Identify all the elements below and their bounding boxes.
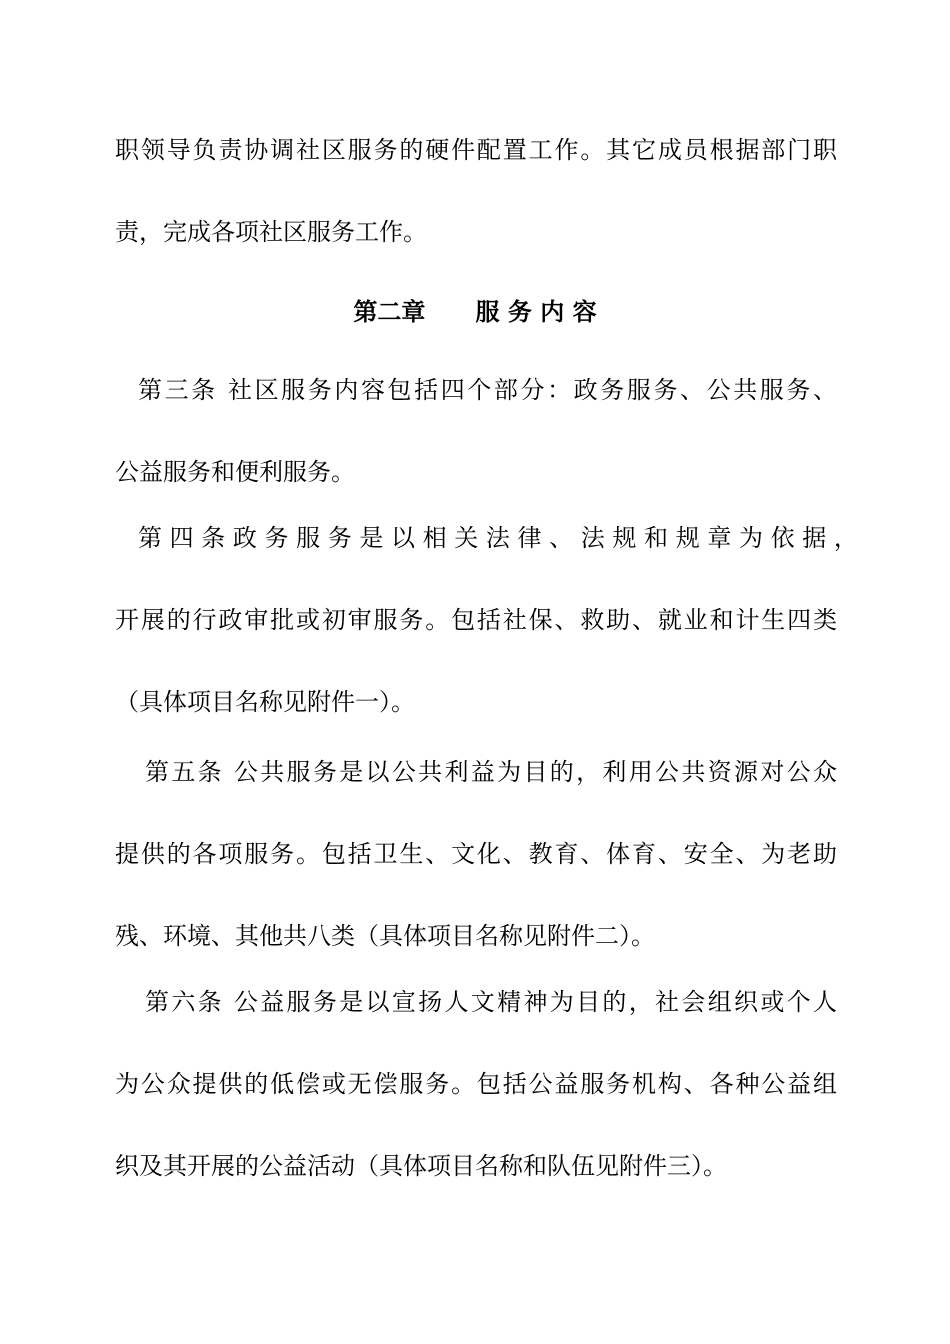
chapter-heading: 第二章 服 务 内 容: [353, 298, 597, 326]
article-4-line: 第 四 条 政 务 服 务 是 以 相 关 法 律 、 法 规 和 规 章 为 依 据 ，: [138, 524, 858, 552]
paragraph-line: 提供的各项服务。包括卫生、文化、教育、体育、安全、为老助: [115, 840, 837, 868]
article-6-line: 第六条 公益服务是以宣扬人文精神为目的，社会组织或个人: [145, 988, 837, 1016]
paragraph-line: 织及其开展的公益活动（具体项目名称和队伍见附件三）。: [115, 1152, 727, 1180]
paragraph-line: 开展的行政审批或初审服务。包括社保、救助、就业和计生四类: [115, 606, 837, 634]
paragraph-line: 公益服务和便利服务。: [115, 458, 355, 486]
article-3-line: 第三条 社区服务内容包括四个部分：政务服务、公共服务、: [138, 376, 837, 404]
paragraph-line: 责，完成各项社区服务工作。: [115, 218, 427, 246]
paragraph-line: （具体项目名称见附件一）。: [115, 688, 415, 716]
paragraph-line: 职领导负责协调社区服务的硬件配置工作。其它成员根据部门职: [115, 136, 837, 164]
article-5-line: 第五条 公共服务是以公共利益为目的，利用公共资源对公众: [145, 758, 837, 786]
paragraph-line: 为公众提供的低偿或无偿服务。包括公益服务机构、各种公益组: [115, 1070, 837, 1098]
paragraph-line: 残、环境、其他共八类（具体项目名称见附件二）。: [115, 922, 655, 950]
